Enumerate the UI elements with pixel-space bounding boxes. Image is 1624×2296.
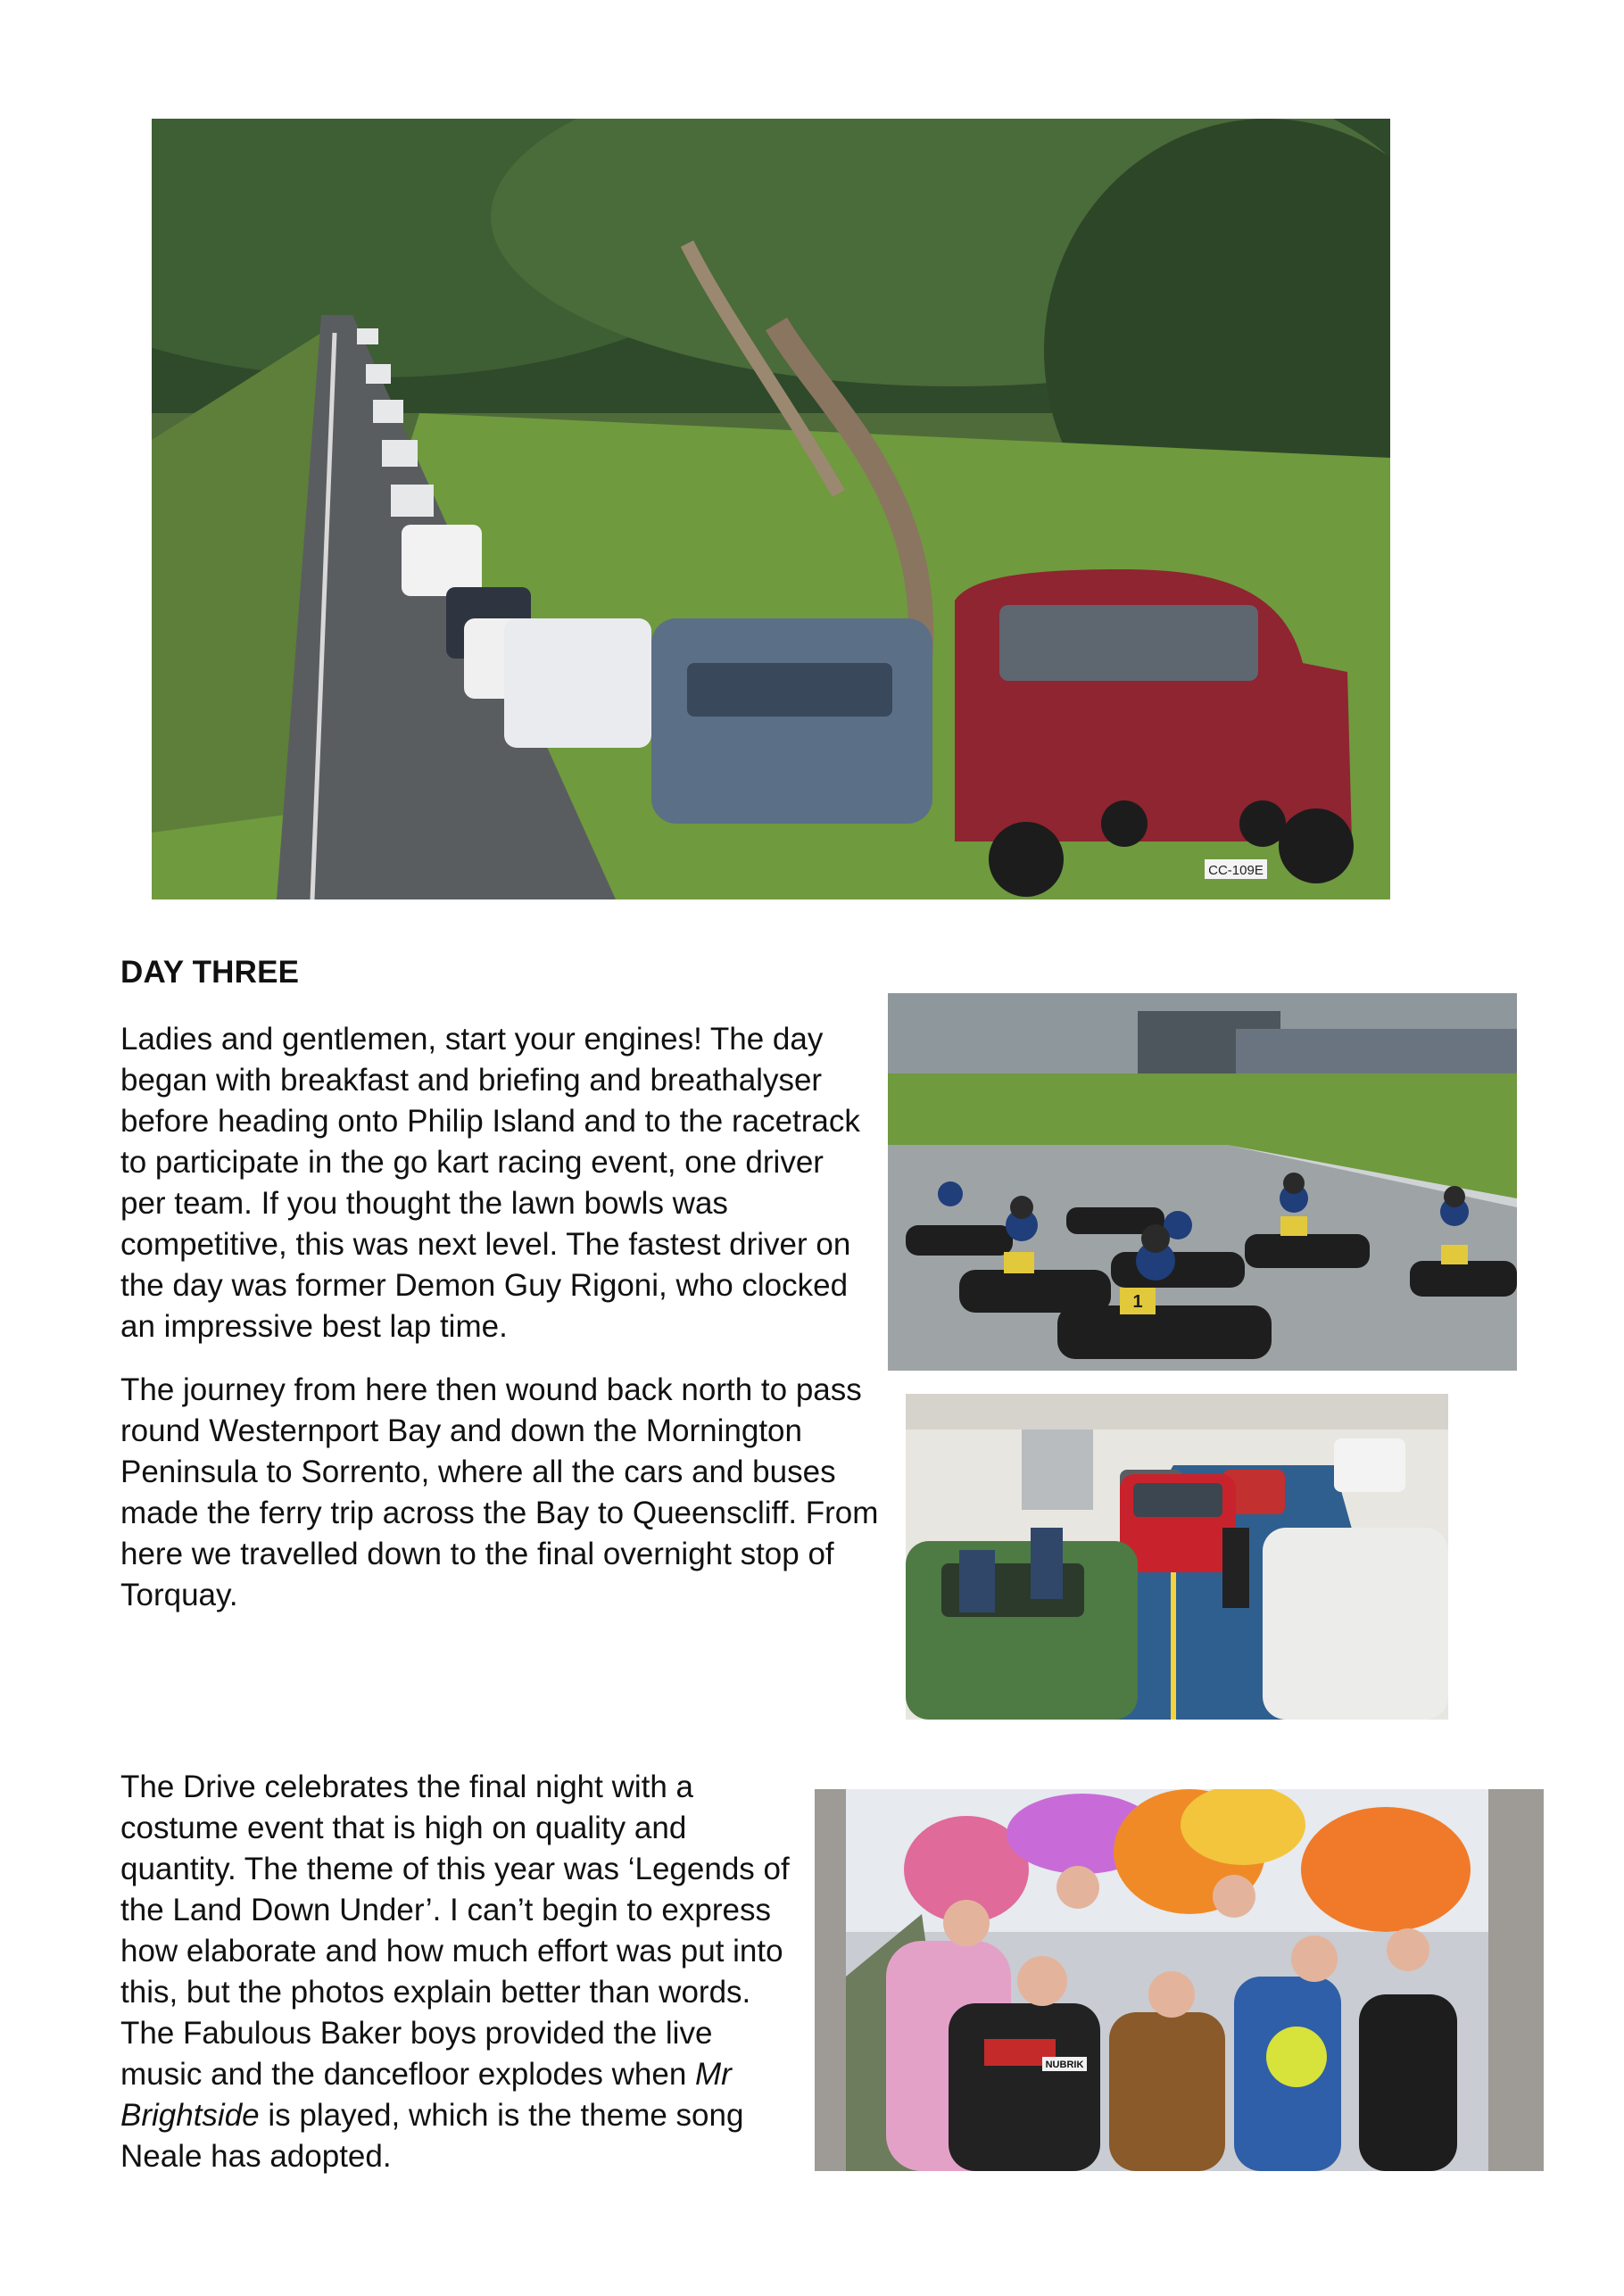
section-heading: DAY THREE <box>120 955 300 990</box>
front-car-plate-text: CC-109E <box>1208 863 1264 878</box>
photo-ferry-cars <box>906 1394 1448 1720</box>
paragraph-go-kart: Ladies and gentlemen, start your engines! The day began with breakfast and briefing and breathalyser before heading onto Philip Island and to the racetrack to participate in the go kart racing event, one driver per team. If you thought the lawn bowls was competitive, this was next level. The fastest driver on the day was former Demon Guy Rigoni, who clocked an impressive best lap time. <box>120 1022 860 1344</box>
song-title: Mr Brightside <box>120 2057 732 2133</box>
kart-number-text: 1 <box>1132 1292 1143 1312</box>
bib-text: NUBRIK <box>1045 2060 1084 2070</box>
paragraph-costume-end: is played, which is the theme song Neale has adopted. <box>120 2098 744 2174</box>
paragraph-costume-text: The Drive celebrates the final night with a costume event that is high on quality and quantity. The theme of this year was ‘Legends of the Land Down Under’. I can’t begin to express how elaborate and how much effort was put into this, but the photos explain better than words. The Fabulous Baker boys provided the live music and the dancefloor explodes when <box>120 1770 790 2092</box>
paragraph-ferry-journey: The journey from here then wound back north to pass round Westernport Bay and down the Mornington Peninsula to Sorrento, where all the cars and buses made the ferry trip across the Bay to Queenscliff. From here we travelled down to the final overnight stop of Torquay. <box>120 1372 879 1612</box>
photo-costume-group <box>815 1789 1544 2171</box>
paragraph-costume-night <box>120 1767 799 2177</box>
photo-go-karts <box>888 993 1517 1371</box>
photo-car-convoy <box>152 119 1390 899</box>
